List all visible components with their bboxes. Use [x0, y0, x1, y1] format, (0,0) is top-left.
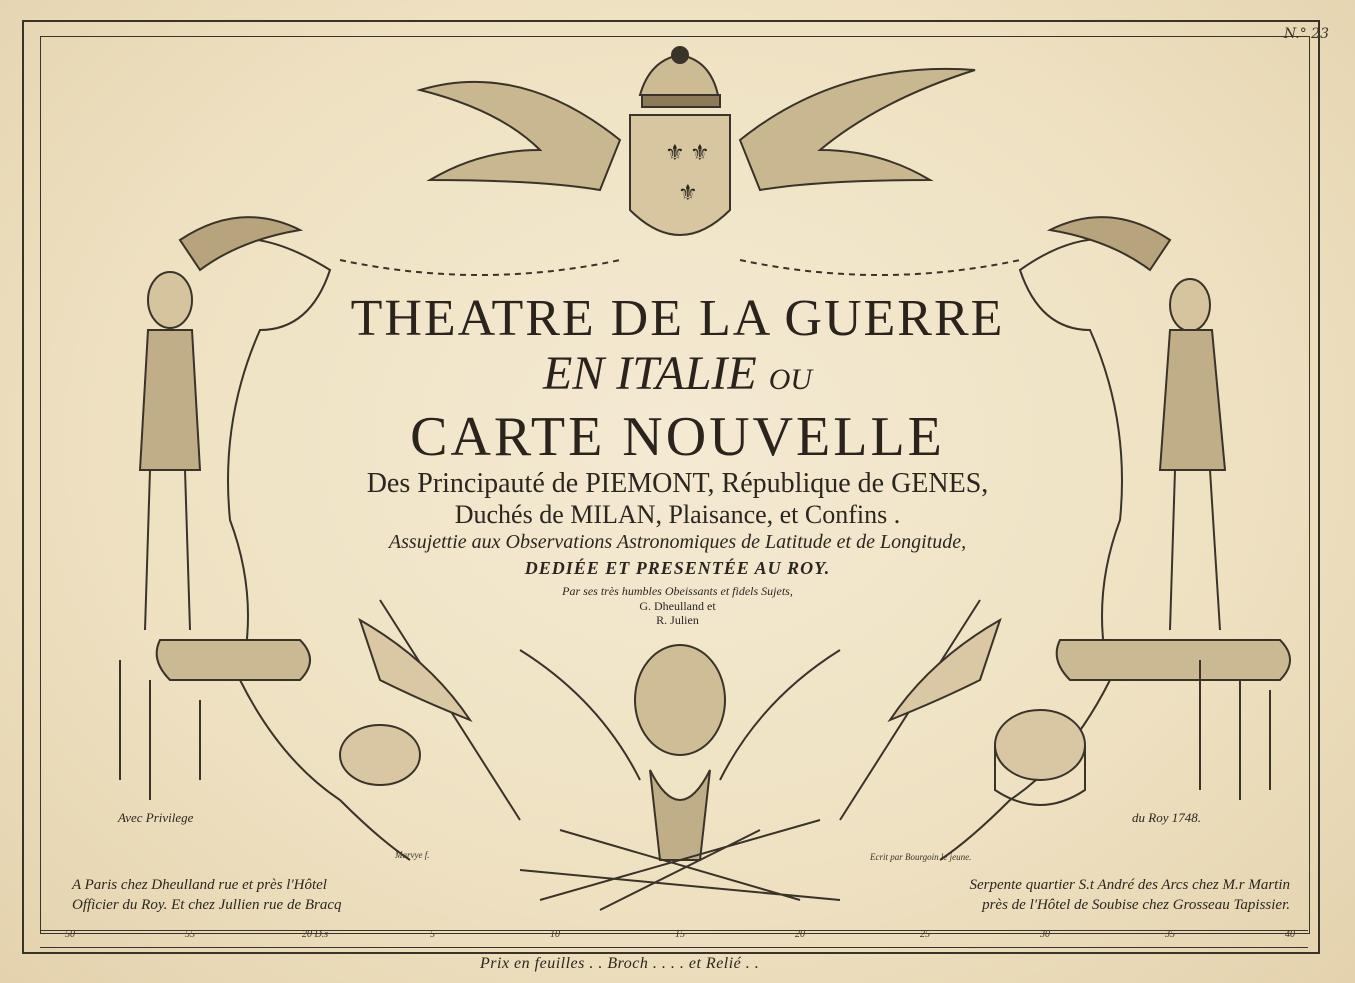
engraver-right: Ecrit par Bourgoin le jeune.: [870, 852, 972, 862]
svg-text:⚜: ⚜: [678, 181, 698, 206]
engraver-left: Marvye f.: [395, 850, 430, 860]
imprint-right-line-1: Serpente quartier S.t André des Arcs chez M.r Martin: [969, 877, 1290, 893]
scale-label: 30: [1040, 929, 1050, 940]
title-line-9: G. Dheulland et: [639, 599, 716, 613]
crown-icon: [640, 47, 720, 107]
scale-label: 35: [1165, 929, 1175, 940]
title-line-2: [240, 348, 1115, 406]
title-line-1: THEATRE DE LA GUERRE: [350, 290, 1005, 347]
scale-label: 15: [675, 929, 685, 940]
degree-scale: [40, 930, 1308, 948]
imprint-right-line-2: près de l'Hôtel de Soubise chez Grosseau Tapissier.: [982, 897, 1290, 913]
title-line-6: Assujettie aux Observations Astronomiques de Latitude et de Longitude,: [388, 531, 967, 553]
scale-label: 55: [185, 929, 195, 940]
imprint-left-line-2: Officier du Roy. Et chez Jullien rue de Bracq: [72, 897, 342, 913]
plate-number: N.° 23: [1283, 26, 1329, 42]
title-line-8: Par ses très humbles Obeissants et fidels Sujets,: [562, 584, 793, 598]
title-line-10: R. Julien: [656, 613, 699, 627]
svg-text:⚜: ⚜: [690, 141, 710, 166]
title-block: [240, 290, 1115, 627]
privilege-left: Avec Privilege: [118, 810, 194, 825]
price-line: Prix en feuilles . . Broch . . . . et Relié . .: [480, 955, 760, 972]
soldier-right-icon: [1160, 279, 1270, 800]
palette-icon: [340, 725, 420, 785]
scale-label: 20: [795, 929, 805, 940]
lion-mask-icon: [635, 645, 725, 860]
scale-label: 20 D.s: [302, 929, 329, 940]
title-line-5: Duchés de MILAN, Plaisance, et Confins .: [454, 500, 901, 529]
title-line-2-main: EN ITALIE: [542, 347, 757, 400]
title-line-3: CARTE NOUVELLE: [410, 406, 945, 468]
coat-of-arms-icon: [630, 115, 730, 235]
soldier-left-icon: [120, 272, 200, 800]
garland-icon: [340, 260, 1020, 275]
privilege-right: du Roy 1748.: [1132, 810, 1201, 825]
svg-text:⚜: ⚜: [665, 141, 685, 166]
scale-label: 10: [550, 929, 560, 940]
scale-label: 50: [65, 929, 75, 940]
imprint-right: [880, 875, 1290, 915]
title-line-7: DEDIÉE ET PRESENTÉE AU ROY.: [524, 558, 831, 578]
imprint-left-line-1: A Paris chez Dheulland rue et près l'Hôtel: [72, 877, 327, 893]
scale-label: 40: [1285, 929, 1295, 940]
scale-label: 5: [430, 929, 435, 940]
title-line-4: Des Principauté de PIEMONT, République de GENES,: [366, 468, 989, 499]
drum-icon: [995, 710, 1085, 805]
scale-label: 25: [920, 929, 930, 940]
title-line-2-small: OU: [768, 363, 813, 396]
imprint-left: [72, 875, 492, 915]
